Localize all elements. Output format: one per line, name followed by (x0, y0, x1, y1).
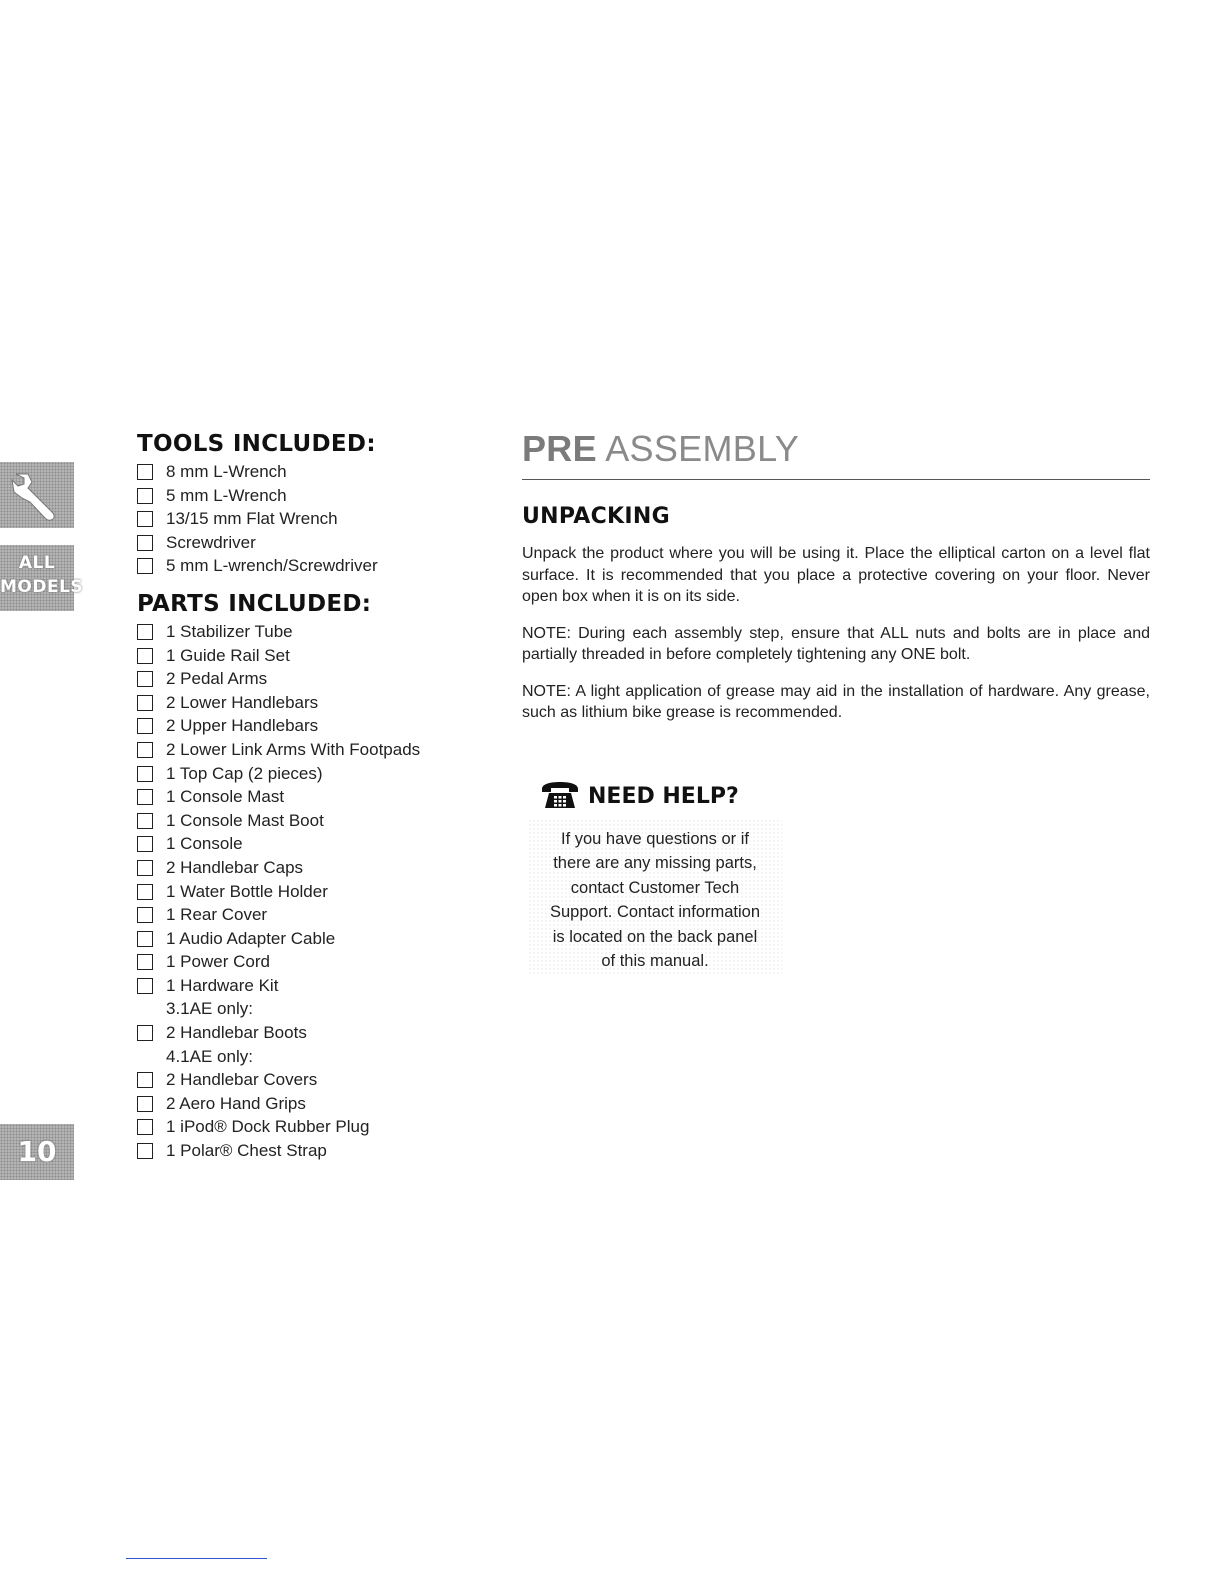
part-item-label: 2 Pedal Arms (166, 669, 268, 689)
left-column (137, 428, 497, 1163)
part-item-label: 2 Upper Handlebars (166, 716, 319, 736)
part-item-label: 2 Aero Hand Grips (166, 1093, 306, 1113)
checkbox[interactable] (137, 860, 153, 876)
checkbox[interactable] (137, 695, 153, 711)
part-item (137, 1068, 497, 1092)
title-rest: ASSEMBLY (596, 428, 800, 469)
checkbox[interactable] (137, 488, 153, 504)
part-item-label: 2 Handlebar Covers (166, 1070, 318, 1090)
part-item (137, 1115, 497, 1139)
sidebar-tab-tools (0, 462, 74, 528)
help-line: there are any missing parts, (553, 854, 757, 873)
part-item-label: 1 Rear Cover (166, 905, 268, 925)
model-note-label: 4.1AE only: (166, 1046, 253, 1066)
title-strong: PRE (522, 428, 597, 469)
checkbox[interactable] (137, 884, 153, 900)
checkbox[interactable] (137, 978, 153, 994)
help-line: Support. Contact information (549, 903, 761, 922)
part-item-label: 1 Console (166, 834, 243, 854)
help-line: If you have questions or if (560, 830, 750, 848)
checkbox[interactable] (137, 907, 153, 923)
checkbox[interactable] (137, 813, 153, 829)
model-note (137, 997, 497, 1021)
need-help-box (528, 781, 782, 975)
part-item (137, 1092, 497, 1116)
need-help-heading (540, 781, 782, 813)
checkbox[interactable] (137, 1143, 153, 1159)
unpacking-heading: UNPACKING (522, 504, 670, 529)
parts-list (137, 620, 497, 1163)
part-item-label: 1 Guide Rail Set (166, 645, 290, 665)
checkbox[interactable] (137, 464, 153, 480)
tool-item (137, 554, 497, 578)
checkbox[interactable] (137, 558, 153, 574)
part-item (137, 974, 497, 998)
checkbox[interactable] (137, 1072, 153, 1088)
checkbox[interactable] (137, 931, 153, 947)
footer-line (126, 1558, 267, 1559)
checkbox[interactable] (137, 1096, 153, 1112)
part-item (137, 809, 497, 833)
part-item (137, 785, 497, 809)
checkbox[interactable] (137, 718, 153, 734)
checkbox[interactable] (137, 535, 153, 551)
page-number: 10 (17, 1135, 57, 1168)
sidebar-tab-all-models (0, 545, 84, 611)
right-column (522, 425, 1150, 739)
tool-item-label: 13/15 mm Flat Wrench (166, 509, 338, 529)
part-item (137, 762, 497, 786)
tool-item (137, 507, 497, 531)
tool-item-label: Screwdriver (166, 532, 256, 552)
part-item-label: 1 iPod® Dock Rubber Plug (166, 1117, 370, 1137)
model-note-label: 3.1AE only: (166, 999, 253, 1019)
page-number-tab (0, 1124, 74, 1180)
unpacking-paragraph: Unpack the product where you will be using it. Place the elliptical carton on a level flat surface. It is recommended that you place a protective covering on your floor. Never open box when it is on its side. (522, 545, 1150, 605)
part-item-label: 1 Polar® Chest Strap (166, 1141, 327, 1161)
help-line: of this manual. (601, 952, 709, 971)
part-item (137, 714, 497, 738)
part-item (137, 880, 497, 904)
checkbox[interactable] (137, 789, 153, 805)
checkbox[interactable] (137, 671, 153, 687)
model-note (137, 1045, 497, 1069)
part-item-label: 1 Water Bottle Holder (166, 881, 328, 901)
tool-item (137, 484, 497, 508)
part-item (137, 856, 497, 880)
tool-item-label: 8 mm L-Wrench (166, 462, 287, 481)
part-item (137, 667, 497, 691)
checkbox[interactable] (137, 1025, 153, 1041)
part-item-label: 1 Console Mast (166, 787, 285, 807)
part-item-label: 2 Lower Link Arms With Footpads (166, 739, 421, 759)
part-item-label: 2 Handlebar Boots (166, 1023, 307, 1043)
tools-list (137, 460, 497, 578)
part-item-label: 1 Audio Adapter Cable (166, 928, 336, 948)
need-help-body (528, 819, 782, 975)
checkbox[interactable] (137, 742, 153, 758)
part-item-label: 1 Console Mast Boot (166, 810, 324, 830)
tool-item-label: 5 mm L-Wrench (166, 485, 287, 505)
part-item-label: 2 Lower Handlebars (166, 692, 319, 712)
tool-item (137, 460, 497, 484)
part-item (137, 691, 497, 715)
part-item-label: 1 Stabilizer Tube (166, 621, 293, 641)
parts-heading: PARTS INCLUDED: (137, 590, 372, 617)
wrench-icon (8, 468, 66, 522)
page-title (522, 425, 1150, 473)
need-help-text: NEED HELP? (588, 784, 739, 809)
title-divider (522, 479, 1150, 480)
note-paragraph-grease: NOTE: A light application of grease may aid in the installation of hardware. Any grease, such as lithium bike grease is recommended. (522, 682, 1150, 721)
part-item (137, 738, 497, 762)
tools-heading: TOOLS INCLUDED: (137, 431, 376, 457)
part-item-label: 1 Power Cord (166, 952, 270, 972)
telephone-icon (540, 781, 580, 809)
part-item (137, 1021, 497, 1045)
note-paragraph-bolts: NOTE: During each assembly step, ensure that ALL nuts and bolts are in place and partially threaded in before completely tightening any ONE bolt. (522, 624, 1150, 663)
part-item (137, 832, 497, 856)
part-item (137, 903, 497, 927)
checkbox[interactable] (137, 648, 153, 664)
checkbox[interactable] (137, 766, 153, 782)
all-models-label: ALL MODELS (0, 553, 84, 597)
part-item-label: 1 Hardware Kit (166, 975, 279, 995)
part-item (137, 1139, 497, 1163)
tool-item (137, 531, 497, 555)
part-item (137, 950, 497, 974)
checkbox[interactable] (137, 624, 153, 640)
part-item (137, 644, 497, 668)
part-item (137, 927, 497, 951)
part-item (137, 620, 497, 644)
checkbox[interactable] (137, 1119, 153, 1135)
part-item-label: 1 Top Cap (2 pieces) (166, 763, 323, 783)
checkbox[interactable] (137, 954, 153, 970)
help-line: contact Customer Tech (570, 878, 740, 897)
help-line: is located on the back panel (552, 927, 758, 946)
checkbox[interactable] (137, 836, 153, 852)
tool-item-label: 5 mm L-wrench/Screwdriver (166, 556, 378, 576)
checkbox[interactable] (137, 511, 153, 527)
part-item-label: 2 Handlebar Caps (166, 857, 304, 877)
